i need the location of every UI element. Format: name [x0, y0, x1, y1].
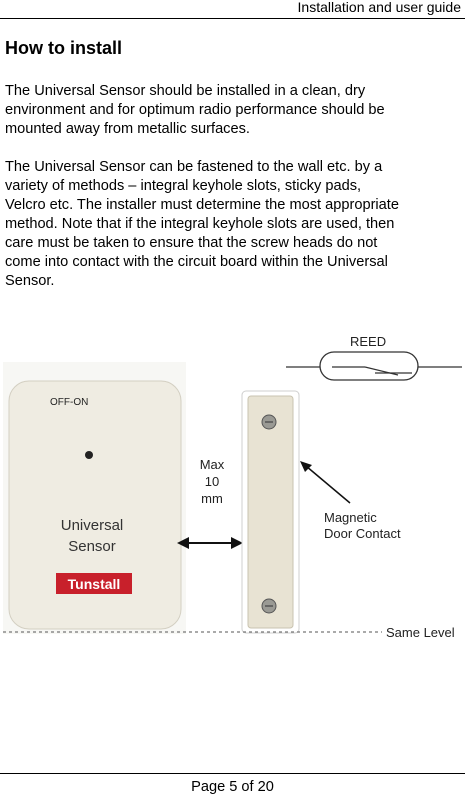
paragraph-line: The Universal Sensor can be fastened to the wall etc. by a	[5, 159, 383, 175]
sensor-label-line2: Sensor	[68, 538, 116, 555]
install-paragraph-2	[5, 158, 463, 291]
gap-label-line2: 10	[204, 474, 220, 489]
reed-label: REED	[350, 334, 387, 349]
paragraph-line: Sensor.	[5, 273, 55, 289]
gap-label-line1: Max	[199, 457, 225, 472]
contact-label-line1: Magnetic	[324, 510, 377, 525]
header-title: Installation and user guide	[297, 0, 461, 15]
page-header	[0, 0, 465, 19]
reed-switch-symbol	[286, 334, 462, 380]
universal-sensor-device	[3, 362, 186, 634]
led-indicator	[85, 451, 93, 459]
installation-diagram	[0, 330, 465, 640]
level-label: Same Level	[386, 625, 455, 640]
paragraph-line: variety of methods – integral keyhole slots, sticky pads,	[5, 178, 362, 194]
sensor-label-line1: Universal	[60, 517, 124, 534]
contact-pointer	[300, 461, 401, 541]
paragraph-line: Velcro etc. The installer must determine the most appropriate	[5, 197, 399, 213]
brand-label: Tunstall	[67, 576, 121, 592]
page-number: Page 5 of 20	[191, 779, 274, 795]
contact-label-line2: Door Contact	[324, 526, 401, 541]
install-paragraph-1	[5, 82, 463, 139]
paragraph-line: mounted away from metallic surfaces.	[5, 121, 250, 137]
paragraph-line: method. Note that if the integral keyhole slots are used, then	[5, 216, 395, 232]
footer-divider	[0, 773, 465, 774]
paragraph-line: The Universal Sensor should be installed in a clean, dry	[5, 83, 366, 99]
gap-label-line3: mm	[201, 491, 223, 506]
section-title: How to install	[5, 38, 122, 58]
paragraph-line: environment and for optimum radio performance should be	[5, 102, 385, 118]
paragraph-line: care must be taken to ensure that the screw heads do not	[5, 235, 378, 251]
switch-label: OFF-ON	[50, 397, 89, 408]
magnetic-door-contact	[242, 391, 299, 633]
gap-arrow	[177, 457, 243, 549]
paragraph-line: come into contact with the circuit board within the Universal	[5, 254, 388, 270]
